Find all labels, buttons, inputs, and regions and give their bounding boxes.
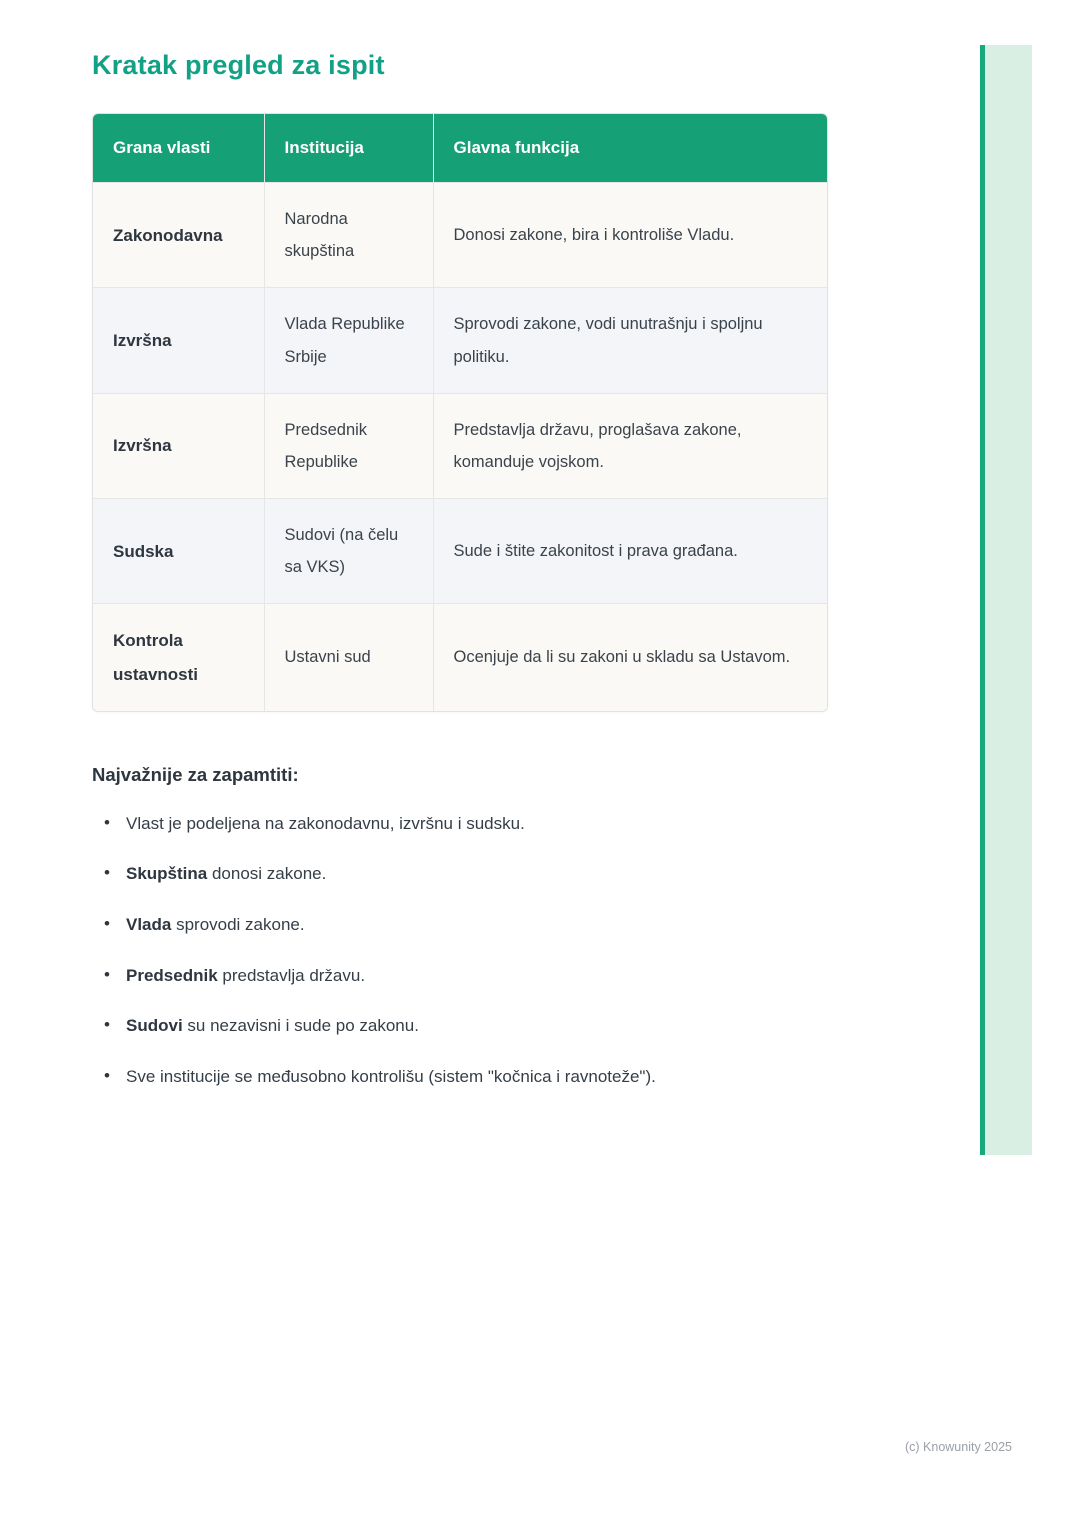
cell-grana: Izvršna xyxy=(93,393,264,498)
note-text: Vlast je podeljena na zakonodavnu, izvršnu i sudsku. xyxy=(126,813,525,833)
cell-funkcija: Predstavlja državu, proglašava zakone, komanduje vojskom. xyxy=(433,393,827,498)
bullet-icon: • xyxy=(104,913,110,933)
list-item xyxy=(104,1014,832,1039)
note-bold-text: Skupština xyxy=(126,864,208,884)
document-content xyxy=(92,50,832,1116)
note-bold-text: Sudovi xyxy=(126,1016,183,1036)
cell-institucija: Sudovi (na čelu sa VKS) xyxy=(264,499,433,604)
cell-institucija: Vlada Republike Srbije xyxy=(264,288,433,393)
note-text: sprovodi zakone. xyxy=(171,914,305,934)
table-row xyxy=(93,393,827,498)
note-bold-text: Predsednik xyxy=(126,965,218,985)
list-item xyxy=(104,862,832,887)
cell-grana: Zakonodavna xyxy=(93,183,264,288)
bullet-icon: • xyxy=(104,1065,110,1085)
page-title: Kratak pregled za ispit xyxy=(92,50,385,80)
list-item xyxy=(104,913,832,938)
list-item xyxy=(104,812,832,837)
bullet-icon: • xyxy=(104,1015,110,1035)
note-text: donosi zakone. xyxy=(207,864,327,884)
table-row xyxy=(93,183,827,288)
decorative-side-strip xyxy=(980,45,1032,1155)
cell-institucija: Predsednik Republike xyxy=(264,393,433,498)
cell-grana: Izvršna xyxy=(93,288,264,393)
government-table-wrapper xyxy=(92,113,828,712)
government-table xyxy=(93,114,827,711)
column-header-institucija: Institucija xyxy=(264,114,433,183)
list-item xyxy=(104,964,832,989)
cell-grana: Kontrola ustavnosti xyxy=(93,604,264,711)
cell-grana: Sudska xyxy=(93,499,264,604)
note-bold-text: Vlada xyxy=(126,914,172,934)
note-text: predstavlja državu. xyxy=(217,965,366,985)
copyright-text: (c) Knowunity 2025 xyxy=(904,1440,1012,1454)
cell-funkcija: Ocenjuje da li su zakoni u skladu sa Ustavom. xyxy=(433,604,827,711)
column-header-glavna-funkcija: Glavna funkcija xyxy=(433,114,827,183)
bullet-icon: • xyxy=(104,964,110,984)
table-row xyxy=(93,288,827,393)
notes-heading: Najvažnije za zapamtiti: xyxy=(92,763,299,785)
notes-list xyxy=(92,812,832,1090)
note-text: Sve institucije se međusobno kontrolišu (sistem "kočnica i ravnoteže"). xyxy=(126,1066,656,1086)
column-header-grana-vlasti: Grana vlasti xyxy=(93,114,264,183)
note-text: su nezavisni i sude po zakonu. xyxy=(182,1016,419,1036)
cell-institucija: Ustavni sud xyxy=(264,604,433,711)
table-header-row xyxy=(93,114,827,183)
bullet-icon: • xyxy=(104,812,110,832)
list-item xyxy=(104,1065,832,1090)
table-row xyxy=(93,604,827,711)
table-row xyxy=(93,499,827,604)
cell-funkcija: Donosi zakone, bira i kontroliše Vladu. xyxy=(433,183,827,288)
cell-funkcija: Sprovodi zakone, vodi unutrašnju i spoljnu politiku. xyxy=(433,288,827,393)
cell-institucija: Narodna skupština xyxy=(264,183,433,288)
bullet-icon: • xyxy=(104,863,110,883)
cell-funkcija: Sude i štite zakonitost i prava građana. xyxy=(433,499,827,604)
